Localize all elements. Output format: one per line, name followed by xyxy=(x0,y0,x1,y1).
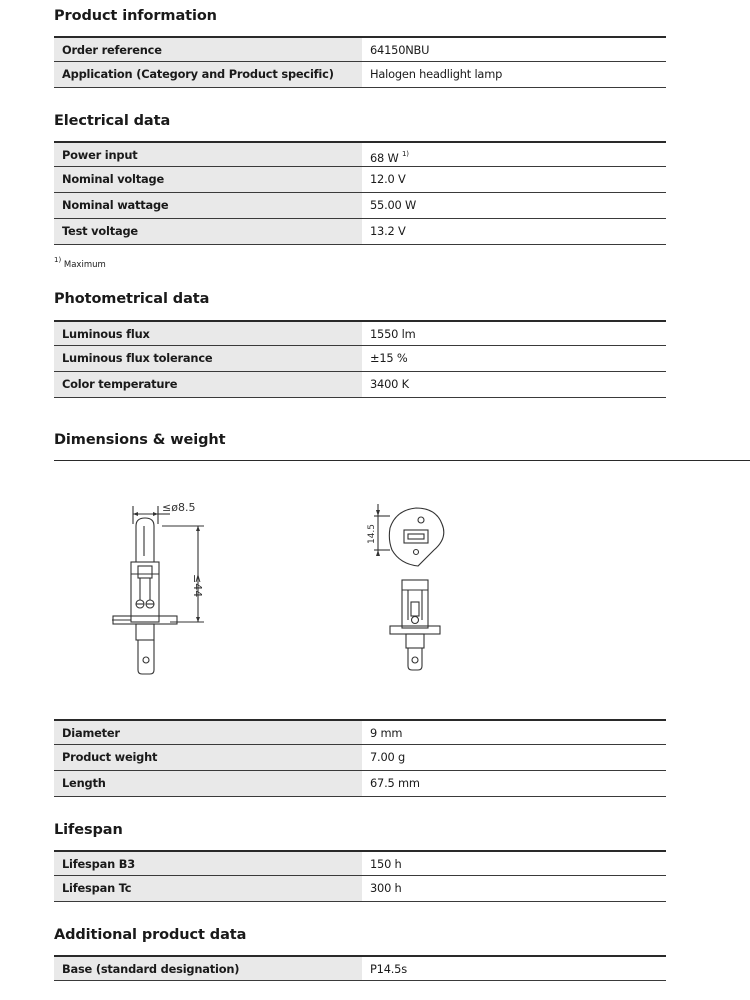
section-divider xyxy=(54,460,750,461)
row-label: Lifespan B3 xyxy=(54,852,362,875)
row-value: P14.5s xyxy=(370,962,407,976)
row-value: 300 h xyxy=(370,881,402,895)
section-title-dimensions-weight: Dimensions & weight xyxy=(54,432,226,448)
row-value: 150 h xyxy=(370,857,402,871)
row-label: Luminous flux tolerance xyxy=(54,346,362,371)
electrical-data-table xyxy=(54,141,666,245)
row-label: Power input xyxy=(54,143,362,166)
table-row xyxy=(54,320,666,346)
row-label: Nominal wattage xyxy=(54,193,362,218)
row-value: Halogen headlight lamp xyxy=(370,67,503,81)
table-row xyxy=(54,62,666,88)
row-value: 55.00 W xyxy=(370,198,417,212)
row-value: 1550 lm xyxy=(370,327,416,341)
additional-product-data-table xyxy=(54,955,666,981)
footnote-marker: 1) xyxy=(402,150,409,158)
section-title-electrical-data: Electrical data xyxy=(54,113,171,129)
row-label: Luminous flux xyxy=(54,322,362,345)
row-value xyxy=(370,143,409,166)
table-row xyxy=(54,876,666,902)
length-label: ≤44 xyxy=(191,574,204,598)
table-row xyxy=(54,36,666,62)
table-row xyxy=(54,141,666,167)
row-value: 9 mm xyxy=(370,726,403,740)
table-row xyxy=(54,167,666,193)
row-value: 13.2 V xyxy=(370,224,406,238)
row-label: Test voltage xyxy=(54,219,362,244)
row-value: 3400 K xyxy=(370,377,409,391)
section-title-additional-product-data: Additional product data xyxy=(54,927,247,943)
table-row xyxy=(54,955,666,981)
section-title-lifespan: Lifespan xyxy=(54,822,123,838)
bulb-top-front-view-drawing xyxy=(364,498,474,676)
table-row xyxy=(54,745,666,771)
value-text: 68 W xyxy=(370,150,399,165)
row-value: 64150NBU xyxy=(370,43,430,57)
row-value: ±15 % xyxy=(370,351,408,365)
section-title-photometrical-data: Photometrical data xyxy=(54,291,210,307)
dimensions-weight-table xyxy=(54,719,666,797)
bulb-side-view-drawing xyxy=(100,496,230,681)
row-value: 12.0 V xyxy=(370,172,406,186)
table-row xyxy=(54,193,666,219)
row-label: Order reference xyxy=(54,38,362,61)
row-label: Diameter xyxy=(54,721,362,744)
row-label: Application (Category and Product specific) xyxy=(54,62,362,87)
row-label: Nominal voltage xyxy=(54,167,362,192)
diameter-label: ≤ø8.5 xyxy=(162,501,196,514)
row-label: Product weight xyxy=(54,745,362,770)
table-row xyxy=(54,771,666,797)
product-information-table xyxy=(54,36,666,88)
photometrical-data-table xyxy=(54,320,666,398)
base-dimension-label: 14.5 xyxy=(367,523,377,545)
row-label: Base (standard designation) xyxy=(54,957,362,980)
section-title-product-information: Product information xyxy=(54,8,217,24)
table-row xyxy=(54,219,666,245)
footnote xyxy=(54,257,106,270)
row-value: 67.5 mm xyxy=(370,776,420,790)
row-label: Color temperature xyxy=(54,372,362,397)
footnote-mark: 1) xyxy=(54,256,62,264)
row-value: 7.00 g xyxy=(370,750,406,764)
lifespan-table xyxy=(54,850,666,902)
row-label: Length xyxy=(54,771,362,796)
table-row xyxy=(54,850,666,876)
table-row xyxy=(54,372,666,398)
row-label: Lifespan Tc xyxy=(54,876,362,901)
table-row xyxy=(54,719,666,745)
table-row xyxy=(54,346,666,372)
footnote-text: Maximum xyxy=(63,259,106,270)
